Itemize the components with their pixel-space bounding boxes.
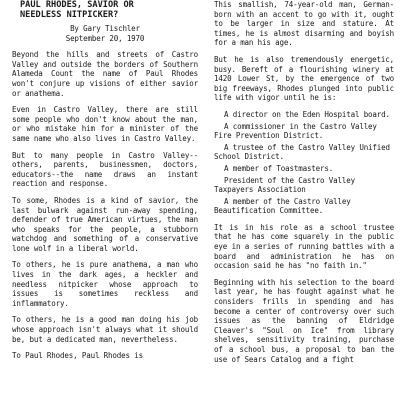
role-item: A member of Toastmasters. <box>224 163 334 173</box>
left-paragraph: To Paul Rhodes, Paul Rhodes is <box>12 351 143 361</box>
left-paragraph: To others, he is a good man doing his job whose approach isn't always what it should be, but a dedicated man, nevertheless. <box>12 315 198 344</box>
article-title <box>20 0 198 20</box>
right-paragraph: Beginning with his selection to the board last year, he has fought against what he considers frills in spending and has become a center of controversy over such issues as the banning of Eldridge Cleaver's "Soul on Ice" from library shelves, sensitivity training, purchase of a school bus, a proposal to ban the use of Sears Catalog and a fight <box>214 277 394 364</box>
left-paragraph: To others, he is pure anathema, a man who lives in the dark ages, a heckler and needless nitpicker whose approach to issues is sometimes reckless and inflammatory. <box>12 260 198 308</box>
right-column <box>214 0 394 371</box>
right-paragraph: But he is also tremendously energetic, busy. Bereft of a flourishing winery at 1420 Lower St, by the emergence of two big freeways, Rhodes plunged into public life with vigor until he is: <box>214 54 394 103</box>
role-item: A member of the Castro Valley Beautification Committee. <box>214 196 351 216</box>
role-item: A trustee of the Castro Valley Unified School District. <box>214 142 390 162</box>
left-paragraph: But to many people in Castro Valley--others, parents, businessmen, doctors, educators--the name draws an instant reaction and response. <box>12 150 198 189</box>
left-paragraph: Beyond the hills and streets of Castro Valley and outside the borders of Southern Alameda Count the name of Paul Rhodes won't conjure up visions of either savior or anathema. <box>12 50 198 98</box>
roles-list <box>214 110 394 216</box>
left-column <box>12 0 198 368</box>
left-paragraph: Even in Castro Valley, there are still some people who don't know about the man, or who mistake him for a minister of the same name who also lives in Castro Valley. <box>12 105 198 143</box>
right-paragraph: This smallish, 74-year-old man, German-born with an accent to go with it, ought to be larger in size and stature. At times, he is almost disarming and boyish for a man his age. <box>214 0 394 48</box>
byline-author: By Gary Tischler <box>70 24 140 33</box>
byline-date: September 20, 1970 <box>65 33 145 43</box>
role-item: A director on the Eden Hospital board. <box>224 109 390 119</box>
left-paragraph: To some, Rhodes is a kind of savior, the last bulwark against run-away spending, defender of true American virtues, the man who speaks for the people, a stubborn watchdog and something of a conservative lone wolf in a liberal world. <box>12 195 198 253</box>
title-line-2: NEEDLESS NITPICKER? <box>20 10 119 20</box>
title-line-1: PAUL RHODES, SAVIOR OR <box>20 0 134 10</box>
role-item: A commissioner in the Castro Valley Fire Prevention District. <box>214 121 377 141</box>
role-item: President of the Castro Valley Taxpayers Association <box>214 175 355 195</box>
byline <box>12 24 198 43</box>
right-paragraph: It is in his role as a school trustee that he has come squarely in the public eye in a series of running battles with a board and administration he has on occasion said he has "no faith in." <box>214 222 394 271</box>
